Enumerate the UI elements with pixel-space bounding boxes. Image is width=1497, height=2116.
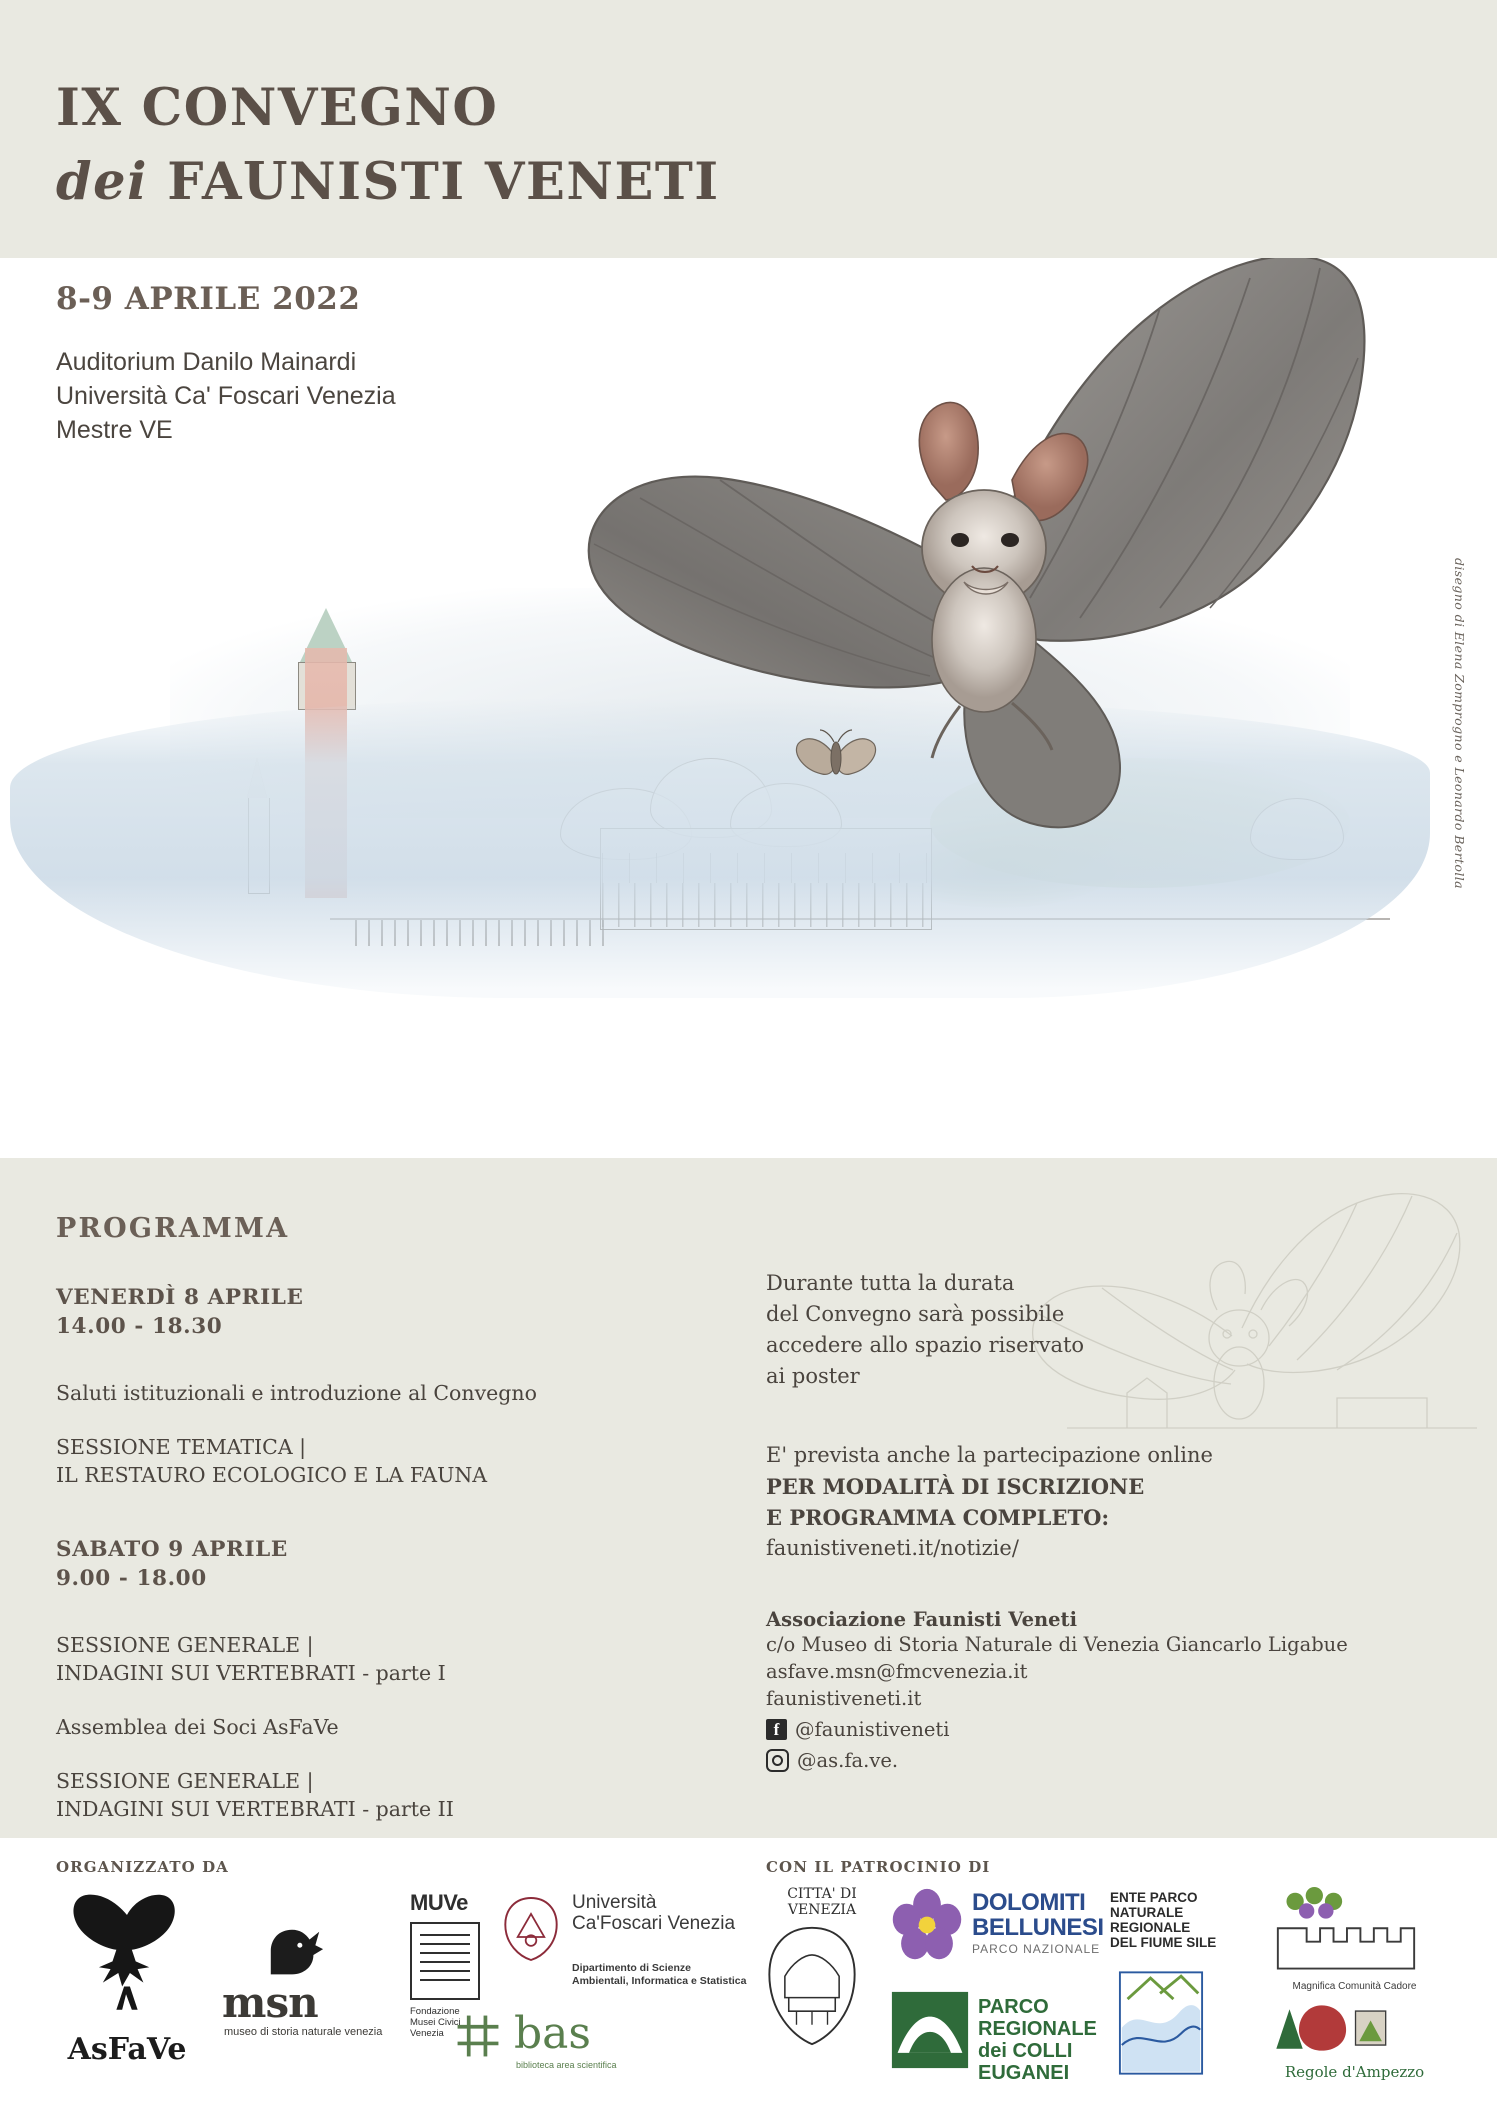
page-title-dei: dei xyxy=(56,152,148,212)
poster-note-line1: Durante tutta la durata xyxy=(766,1271,1015,1295)
program-section xyxy=(0,1158,1497,1838)
facebook-handle: @faunistiveneti xyxy=(795,1718,950,1741)
page-title-line1: IX CONVEGNO xyxy=(56,78,499,138)
signup-line2: E PROGRAMMA COMPLETO: xyxy=(766,1505,1110,1530)
online-note: E' prevista anche la partecipazione online xyxy=(766,1443,1213,1467)
program-heading: PROGRAMMA xyxy=(56,1213,290,1244)
day1-name: VENERDÌ 8 APRILE xyxy=(56,1285,304,1310)
bat-illustration xyxy=(560,258,1390,908)
dolomiti-caption: PARCO NAZIONALE xyxy=(972,1942,1101,1956)
logo-regole-ampezzo[interactable] xyxy=(1262,1886,1447,2086)
magnifica-comunita-caption: Magnifica Comunità Cadore xyxy=(1292,1981,1417,1992)
bas-caption: biblioteca area scientifica xyxy=(516,2060,617,2070)
logo-bas[interactable] xyxy=(452,2008,672,2088)
unive-crest-icon xyxy=(500,1894,562,1964)
colli-euganei-mark-icon xyxy=(890,1990,970,2070)
logo-msn[interactable] xyxy=(212,1930,397,2080)
muve-caption: Fondazione Musei Civici Venezia xyxy=(410,2006,461,2039)
website-link[interactable]: faunistiveneti.it/notizie/ xyxy=(766,1536,1019,1560)
msn-lion-icon xyxy=(260,1922,330,1984)
msn-caption: museo di storia naturale venezia xyxy=(224,2026,383,2038)
unive-department: Dipartimento di Scienze Ambientali, Informatica e Statistica xyxy=(572,1962,747,1987)
muve-wordmark: MUVe xyxy=(410,1890,468,1915)
day2-session-general-2-line2: INDAGINI SUI VERTEBRATI - parte II xyxy=(56,1797,454,1821)
event-venue xyxy=(56,345,396,447)
asfave-bat-icon xyxy=(52,1886,202,2031)
instagram-handle: @as.fa.ve. xyxy=(797,1749,899,1772)
day2-session-general-1-line1: SESSIONE GENERALE | xyxy=(56,1633,314,1657)
unive-wordmark: Università Ca'Foscari Venezia xyxy=(572,1892,736,1934)
page-title-line2 xyxy=(56,152,720,212)
facebook-row[interactable] xyxy=(766,1716,1406,1743)
program-right-column xyxy=(766,1268,1406,1774)
poster-note-line3: accedere allo spazio riservato xyxy=(766,1333,1085,1357)
association-address: c/o Museo di Storia Naturale di Venezia Giancarlo Ligabue xyxy=(766,1633,1348,1656)
moth-illustration xyxy=(790,728,882,784)
day2-name: SABATO 9 APRILE xyxy=(56,1537,288,1562)
logo-colli-euganei[interactable] xyxy=(890,1990,1120,2085)
facebook-icon: f xyxy=(766,1719,787,1740)
dolomiti-flower-icon xyxy=(890,1888,964,1962)
venue-line-3: Mestre VE xyxy=(56,416,173,444)
logo-asfave[interactable] xyxy=(52,1886,202,2076)
program-left-column xyxy=(56,1283,676,1823)
magnifica-comunita-icon xyxy=(1262,1886,1430,1982)
hero-section xyxy=(0,258,1497,1158)
day1-item-welcome: Saluti istituzionali e introduzione al Convegno xyxy=(56,1381,537,1405)
signup-line1: PER MODALITÀ DI ISCRIZIONE xyxy=(766,1474,1145,1499)
fiume-sile-wordmark: ENTE PARCO NATURALE REGIONALE DEL FIUME SILE xyxy=(1110,1890,1217,1950)
organizers-label: ORGANIZZATO DA xyxy=(56,1858,229,1876)
association-name: Associazione Faunisti Veneti xyxy=(766,1608,1077,1631)
bas-wordmark: bas xyxy=(514,2008,591,2059)
fiume-sile-mark-icon xyxy=(1118,1970,1204,2076)
citta-venezia-wordmark: CITTA' DI VENEZIA xyxy=(787,1886,857,1918)
venezia-crest-icon xyxy=(762,1922,862,2048)
patrons-label: CON IL PATROCINIO DI xyxy=(766,1858,991,1876)
page-title-faunisti: FAUNISTI VENETI xyxy=(167,152,720,212)
footer-section xyxy=(0,1838,1497,2116)
day1-session-thematic-line2: IL RESTAURO ECOLOGICO E LA FAUNA xyxy=(56,1463,488,1487)
asfave-wordmark: AsFaVe xyxy=(67,2032,187,2067)
logo-dolomiti-bellunesi[interactable] xyxy=(890,1886,1110,1976)
day2-session-general-2-line1: SESSIONE GENERALE | xyxy=(56,1769,314,1793)
logo-citta-venezia[interactable] xyxy=(762,1886,882,2076)
regole-ampezzo-icon xyxy=(1262,1996,1400,2062)
instagram-icon xyxy=(766,1749,789,1772)
regole-caption: Regole d'Ampezzo xyxy=(1284,2063,1425,2081)
day2-assembly: Assemblea dei Soci AsFaVe xyxy=(56,1715,339,1739)
day1-time: 14.00 - 18.30 xyxy=(56,1314,223,1339)
venue-line-2: Università Ca' Foscari Venezia xyxy=(56,382,396,410)
bas-mark-icon xyxy=(452,2010,504,2062)
day2-time: 9.00 - 18.00 xyxy=(56,1566,207,1591)
muve-mark xyxy=(410,1922,480,2000)
association-email[interactable]: asfave.msn@fmcvenezia.it xyxy=(766,1660,1028,1683)
dolomiti-wordmark: DOLOMITI BELLUNESI xyxy=(972,1889,1104,1941)
instagram-row[interactable] xyxy=(766,1747,1406,1774)
venue-line-1: Auditorium Danilo Mainardi xyxy=(56,348,357,376)
msn-wordmark: msn xyxy=(222,1978,318,2027)
association-website[interactable]: faunistiveneti.it xyxy=(766,1687,922,1710)
poster-note-line4: ai poster xyxy=(766,1364,860,1388)
title-band xyxy=(0,0,1497,258)
event-date: 8-9 APRILE 2022 xyxy=(56,281,361,317)
day2-session-general-1-line2: INDAGINI SUI VERTEBRATI - parte I xyxy=(56,1661,446,1685)
day1-session-thematic-line1: SESSIONE TEMATICA | xyxy=(56,1435,307,1459)
illustration-credit: disegno di Elena Zomprogno e Leonardo Bertolla xyxy=(1452,558,1467,889)
colli-euganei-wordmark: PARCO REGIONALE dei COLLI EUGANEI xyxy=(978,1996,1097,2084)
poster-note-line2: del Convegno sarà possibile xyxy=(766,1302,1065,1326)
